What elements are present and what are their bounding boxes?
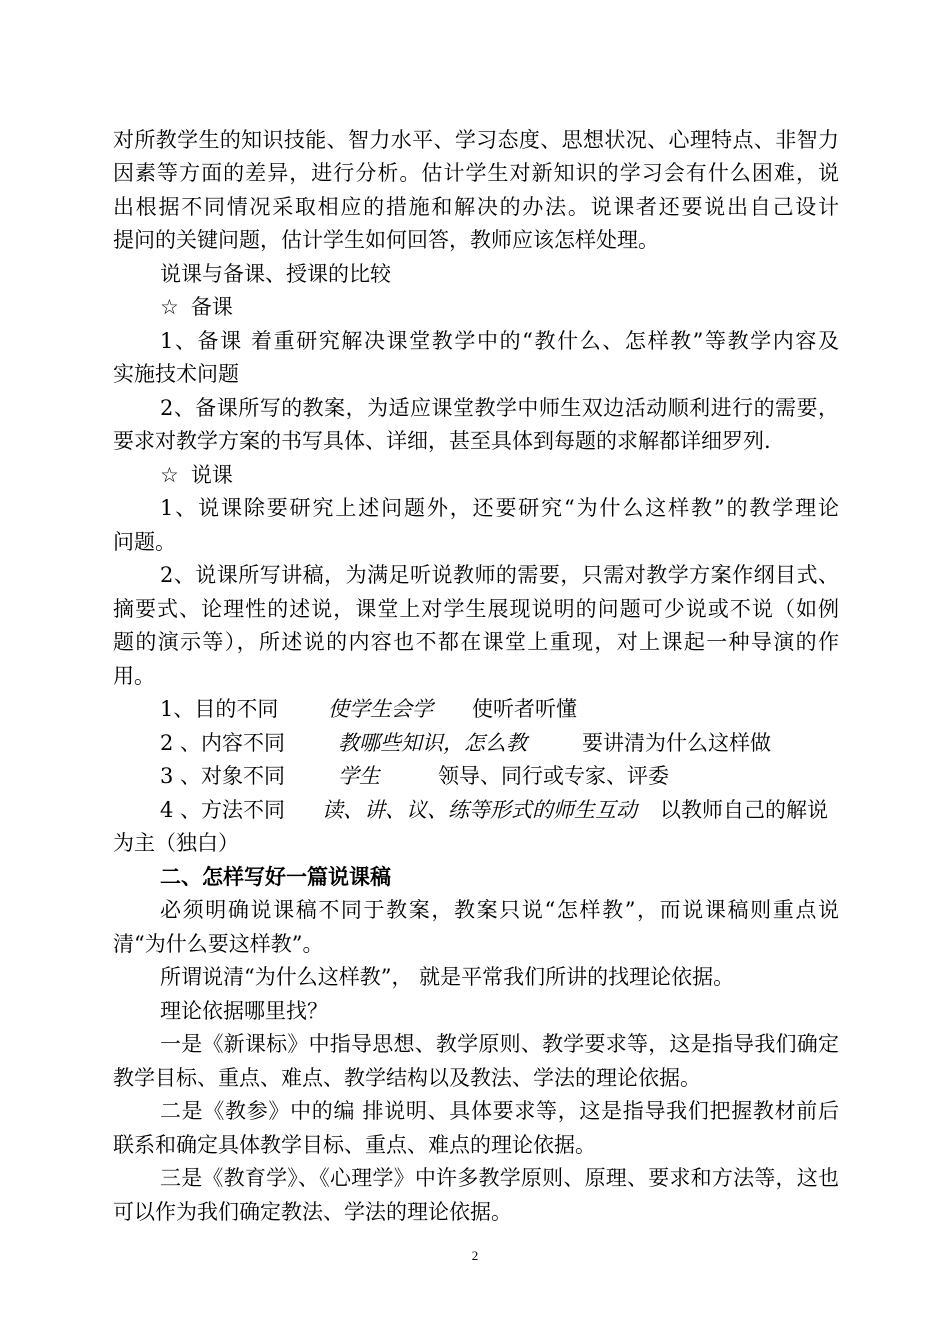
text-line: 提问的关键问题，估计学生如何回答，教师应该怎样处理。 <box>113 228 659 252</box>
text-line: 出根据不同情况采取相应的措施和解决的办法。说课者还要说出自己设计 <box>113 195 839 219</box>
text-line: 2、说课所写讲稿，为满足听说教师的需要，只需对教学方案作纲目式、 <box>160 563 839 587</box>
text-line: 1、备课 着重研究解决课堂教学中的“教什么、怎样教”等教学内容及 <box>160 329 839 353</box>
speaking-aspect: 要讲清为什么这样做 <box>582 731 771 755</box>
shuoke-heading <box>160 460 886 490</box>
difference-row <box>160 728 839 758</box>
speaking-aspect: 使听者听懂 <box>472 697 577 721</box>
section-subtitle: 说课与备课、授课的比较 <box>160 262 391 286</box>
text-line: 1、说课除要研究上述问题外，还要研究“为什么这样教”的教学理论 <box>160 496 839 520</box>
text-line: 联系和确定具体教学目标、重点、难点的理论依据。 <box>113 1133 596 1157</box>
text-line: 题的演示等），所述说的内容也不都在课堂上重现，对上课起一种导演的作 <box>113 630 839 654</box>
text-line: 清“为什么要这样教”。 <box>113 932 324 956</box>
difference-label: 2 、内容不同 <box>160 731 286 755</box>
text-line: 摘要式、论理性的述说，课堂上对学生展现说明的问题可少说或不说（如例 <box>113 597 839 621</box>
text-line: 二是《教参》中的编 排说明、具体要求等，这是指导我们把握教材前后 <box>160 1099 839 1123</box>
beike-heading <box>160 292 886 322</box>
star-icon: ☆ <box>160 295 179 319</box>
text-line: 因素等方面的差异，进行分析。估计学生对新知识的学习会有什么困难，说 <box>113 161 839 185</box>
text-line: 对所教学生的知识技能、智力水平、学习态度、思想状况、心理特点、非智力 <box>113 128 839 152</box>
text-line: 2、备课所写的教案，为适应课堂教学中师生双边活动顺利进行的需要， <box>160 396 839 420</box>
teaching-aspect: 使学生会学 <box>328 697 433 721</box>
text-line: 可以作为我们确定教法、学法的理论依据。 <box>113 1200 512 1224</box>
text-line: 用。 <box>113 664 155 688</box>
page-number: 2 <box>471 1248 479 1263</box>
difference-row <box>160 795 839 825</box>
text-line: 理论依据哪里找？ <box>160 999 328 1023</box>
text-line: 教学目标、重点、难点、教学结构以及教法、学法的理论依据。 <box>113 1066 701 1090</box>
section-heading: 二、怎样写好一篇说课稿 <box>160 864 391 889</box>
speaking-aspect: 以教师自己的解说 <box>660 798 828 822</box>
difference-label: 3 、对象不同 <box>160 764 286 788</box>
difference-label: 4 、方法不同 <box>160 798 286 822</box>
difference-row <box>160 694 839 724</box>
text-line: 所谓说清“为什么这样教”， 就是平常我们所讲的找理论依据。 <box>160 965 735 989</box>
shuoke-label: 说课 <box>190 463 233 487</box>
star-icon: ☆ <box>160 463 179 487</box>
teaching-aspect: 教哪些知识，怎么教 <box>338 731 527 755</box>
text-line: 要求对教学方案的书写具体、详细，甚至具体到每题的求解都详细罗列. <box>113 429 771 453</box>
teaching-aspect: 读、讲、议、练等形式的师生互动 <box>322 798 637 822</box>
text-line: 三是《教育学》、《心理学》中许多教学原则、原理、要求和方法等，这也 <box>160 1166 839 1190</box>
text-line: 必须明确说课稿不同于教案，教案只说“怎样教”，而说课稿则重点说 <box>160 898 839 922</box>
text-line: 一是《新课标》中指导思想、教学原则、教学要求等，这是指导我们确定 <box>160 1032 839 1056</box>
speaking-aspect: 领导、同行或专家、评委 <box>438 764 669 788</box>
text-line: 实施技术问题 <box>113 362 239 386</box>
beike-label: 备课 <box>190 295 233 319</box>
difference-label: 1、目的不同 <box>160 697 279 721</box>
teaching-aspect: 学生 <box>338 764 380 788</box>
difference-row <box>160 761 839 791</box>
text-line: 问题。 <box>113 530 176 554</box>
text-line: 为主（独白） <box>113 831 239 855</box>
